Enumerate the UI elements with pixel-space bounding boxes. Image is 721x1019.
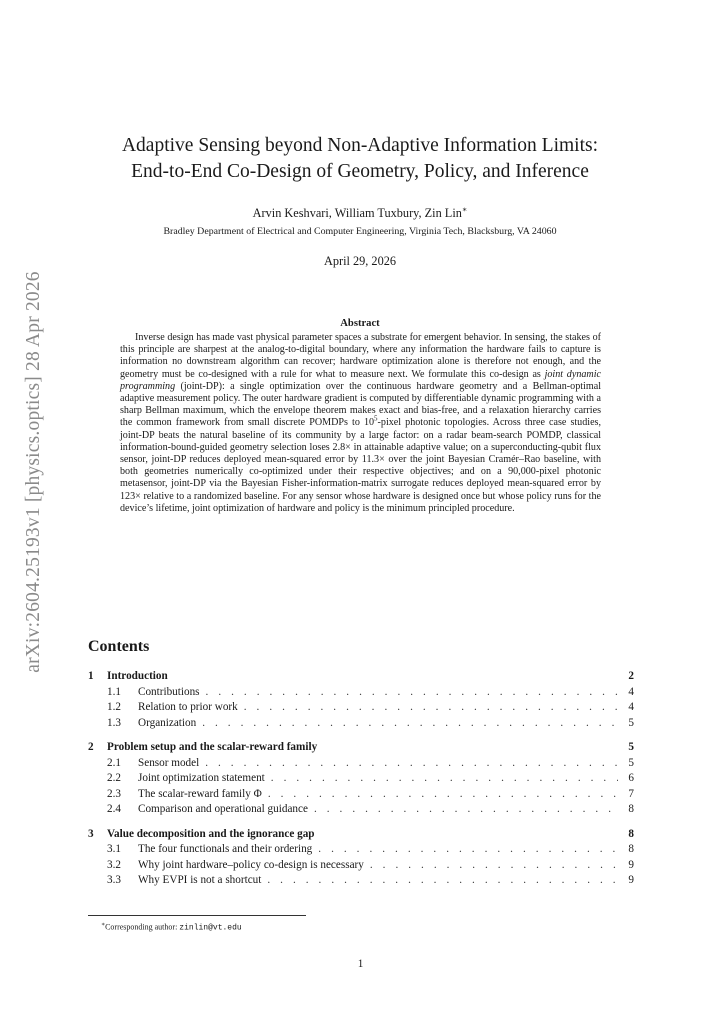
toc-section-3: [88, 828, 634, 890]
toc-number: 2.3: [107, 787, 121, 800]
toc-leader-dots: [205, 757, 618, 769]
corresponding-mark: ∗: [461, 205, 468, 214]
toc-page: 5: [628, 716, 634, 729]
toc-title: Relation to prior work: [138, 701, 238, 713]
toc-page: 6: [628, 772, 634, 784]
toc-page: 9: [628, 858, 634, 871]
toc-title: Why joint hardware–policy co-design is necessary: [138, 858, 364, 871]
toc-title: Value decomposition and the ignorance gap: [107, 827, 315, 840]
paper-title: [60, 133, 660, 185]
toc-title: Problem setup and the scalar-reward family: [107, 741, 318, 753]
toc-entry[interactable]: [88, 828, 634, 844]
toc-section-2: [88, 741, 634, 819]
toc-title: Joint optimization statement: [138, 772, 265, 784]
toc-subentry[interactable]: [88, 701, 634, 717]
toc-title: Contributions: [138, 685, 200, 698]
footnote-text: Corresponding author:: [105, 922, 180, 932]
toc-leader-dots: [267, 874, 618, 886]
toc-subentry[interactable]: [88, 874, 634, 890]
abstract-body: [120, 332, 601, 515]
toc-number: 3: [88, 827, 94, 840]
affiliation: Bradley Department of Electrical and Computer Engineering, Virginia Tech, Blacksburg, VA 24060: [163, 226, 557, 237]
author-names: Arvin Keshvari, William Tuxbury, Zin Lin: [252, 206, 462, 221]
toc-number: 1.3: [107, 716, 121, 729]
abstract-heading: Abstract: [340, 318, 380, 329]
toc-title: Why EVPI is not a shortcut: [138, 874, 262, 886]
toc-number: 2: [88, 741, 94, 753]
toc-entry[interactable]: [88, 741, 634, 757]
footnote-mark: ∗: [101, 922, 106, 928]
toc-number: 3.3: [107, 874, 121, 886]
table-of-contents: [88, 670, 634, 899]
toc-subentry[interactable]: [88, 803, 634, 819]
toc-subentry[interactable]: [88, 859, 634, 875]
toc-subentry[interactable]: [88, 772, 634, 788]
toc-leader-dots: [268, 788, 618, 800]
abstract-exponent: 5: [374, 415, 378, 424]
toc-entry[interactable]: [88, 670, 634, 686]
toc-number: 2.2: [107, 772, 121, 784]
toc-page: 8: [628, 803, 634, 815]
toc-number: 2.1: [107, 756, 121, 769]
toc-page: 4: [628, 701, 634, 713]
abstract-text-3: -pixel photonic topologies. Across three case studies, joint-DP beats the natural baseline of its community by a large factor: on a radar beam-search POMDP, classical information-bound-guided geometry selection loses 2.8× in attainable adaptive value; on a superconducting-qubit flux sensor, joint-DP reduces deployed mean-squared error by 11.3× over the joint Bayesian Cramér–Rao baseline, with both geometries numerically co-optimized under their respective objectives; and on a 90,000-pixel photonic metasensor, joint-DP via the Bayesian Fisher-information-matrix surrogate reduces deployed mean-squared error by 123× relative to a randomized baseline. For any sensor whose hardware is designed once but whose policy runs for the device’s lifetime, joint optimization of hardware and policy is the minimum principled procedure.: [120, 417, 602, 514]
author-list: [60, 205, 660, 221]
toc-subentry[interactable]: [88, 788, 634, 804]
toc-leader-dots: [318, 843, 618, 855]
toc-number: 3.1: [107, 843, 121, 855]
toc-title: The scalar-reward family Φ: [138, 787, 262, 800]
toc-page: 4: [628, 685, 634, 698]
toc-number: 2.4: [107, 803, 121, 815]
toc-page: 2: [628, 670, 634, 682]
toc-page: 8: [628, 827, 634, 840]
toc-title: The four functionals and their ordering: [138, 843, 313, 855]
toc-subentry[interactable]: [88, 757, 634, 773]
toc-subentry[interactable]: [88, 717, 634, 733]
toc-title: Introduction: [107, 670, 168, 682]
toc-page: 8: [628, 843, 634, 855]
toc-leader-dots: [244, 701, 618, 713]
title-line-2: End-to-End Co-Design of Geometry, Policy, and Inference: [131, 161, 589, 182]
toc-leader-dots: [202, 717, 618, 729]
toc-page: 5: [628, 756, 634, 769]
title-line-1: Adaptive Sensing beyond Non-Adaptive Information Limits:: [121, 135, 599, 156]
toc-leader-dots: [271, 772, 618, 784]
toc-title: Comparison and operational guidance: [138, 803, 308, 815]
contents-heading: Contents: [88, 638, 150, 655]
toc-title: Sensor model: [138, 756, 200, 769]
abstract-text-1: Inverse design has made vast physical parameter spaces a substrate for emergent behavior. In sensing, the stakes of this principle are sharpest at the analog-to-digital boundary, where any information the hardware fails to capture is information no downstream algorithm can recover; hardware optimization alone is therefore not enough, and the geometry must be co-designed with a rule for what to measure next. We formulate this co-design as: [120, 332, 601, 380]
toc-leader-dots: [314, 803, 618, 815]
toc-page: 5: [628, 741, 634, 753]
toc-subentry[interactable]: [88, 686, 634, 702]
toc-section-1: [88, 670, 634, 732]
toc-leader-dots: [206, 686, 618, 698]
toc-subentry[interactable]: [88, 843, 634, 859]
toc-page: 7: [628, 787, 634, 800]
page-number: 1: [357, 958, 364, 970]
toc-title: Organization: [138, 716, 197, 729]
toc-leader-dots: [370, 859, 618, 871]
footnote-rule: [88, 915, 306, 916]
toc-number: 3.2: [107, 858, 121, 871]
toc-number: 1: [88, 670, 94, 682]
footnote-email[interactable]: zinlin@vt.edu: [179, 923, 242, 933]
toc-number: 1.2: [107, 701, 121, 713]
date: April 29, 2026: [323, 254, 397, 268]
abstract-text-2: (joint-DP): a single optimization over the continuous hardware geometry and a Bellman-optimal adaptive measurement policy. The outer hardware gradient is computed by differentiable dynamic programming with a sharp Bellman maximum, which the envelope theorem makes exact and bias-free, and a relaxation hierarchy carries the common framework from small discrete POMDPs to 10: [120, 380, 601, 429]
footnote: [101, 921, 242, 933]
arxiv-identifier: arXiv:2604.25193v1 [physics.optics] 28 Apr 2026: [23, 271, 44, 673]
toc-page: 9: [628, 874, 634, 886]
toc-number: 1.1: [107, 685, 121, 698]
abstract-emphasis: joint dynamic programming: [120, 368, 601, 392]
